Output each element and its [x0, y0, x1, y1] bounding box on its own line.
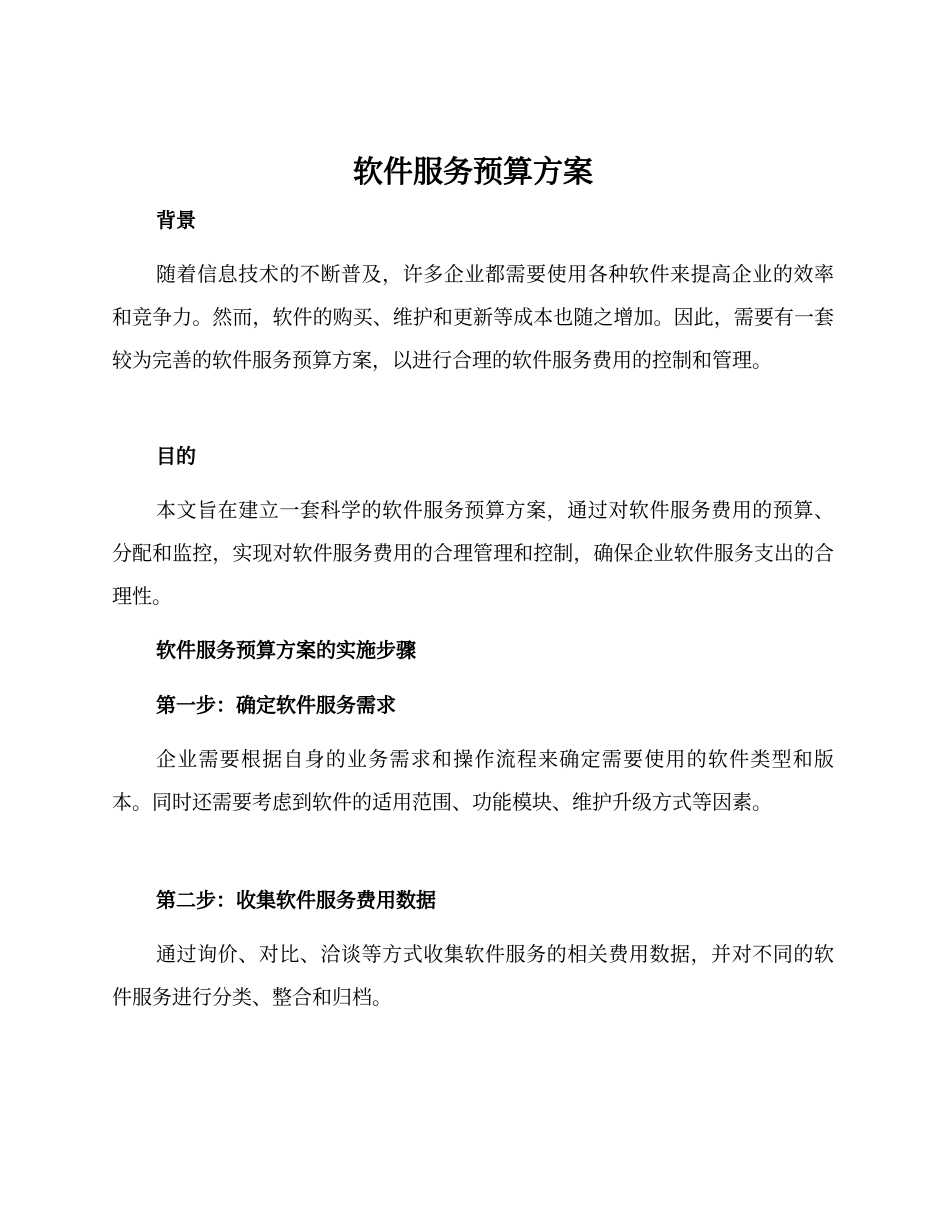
section-heading-step-two: 第二步：收集软件服务费用数据: [156, 888, 436, 912]
document-title: 软件服务预算方案: [353, 155, 593, 190]
section-heading-background: 背景: [156, 208, 196, 232]
section-heading-implementation-steps: 软件服务预算方案的实施步骤: [156, 638, 416, 662]
section-paragraph-step-one: 企业需要根据自身的业务需求和操作流程来确定需要使用的软件类型和版本。同时还需要考虑到软件的适用范围、功能模块、维护升级方式等因素。: [112, 747, 834, 814]
section-paragraph-step-two: 通过询价、对比、洽谈等方式收集软件服务的相关费用数据，并对不同的软件服务进行分类、整合和归档。: [112, 942, 834, 1009]
section-heading-purpose: 目的: [156, 444, 196, 468]
section-paragraph-background: 随着信息技术的不断普及，许多企业都需要使用各种软件来提高企业的效率和竞争力。然而，软件的购买、维护和更新等成本也随之增加。因此，需要有一套较为完善的软件服务预算方案，以进行合理的软件服务费用的控制和管理。: [112, 262, 834, 372]
section-heading-step-one: 第一步：确定软件服务需求: [156, 693, 396, 717]
section-paragraph-purpose: 本文旨在建立一套科学的软件服务预算方案，通过对软件服务费用的预算、分配和监控，实现对软件服务费用的合理管理和控制，确保企业软件服务支出的合理性。: [112, 498, 834, 608]
